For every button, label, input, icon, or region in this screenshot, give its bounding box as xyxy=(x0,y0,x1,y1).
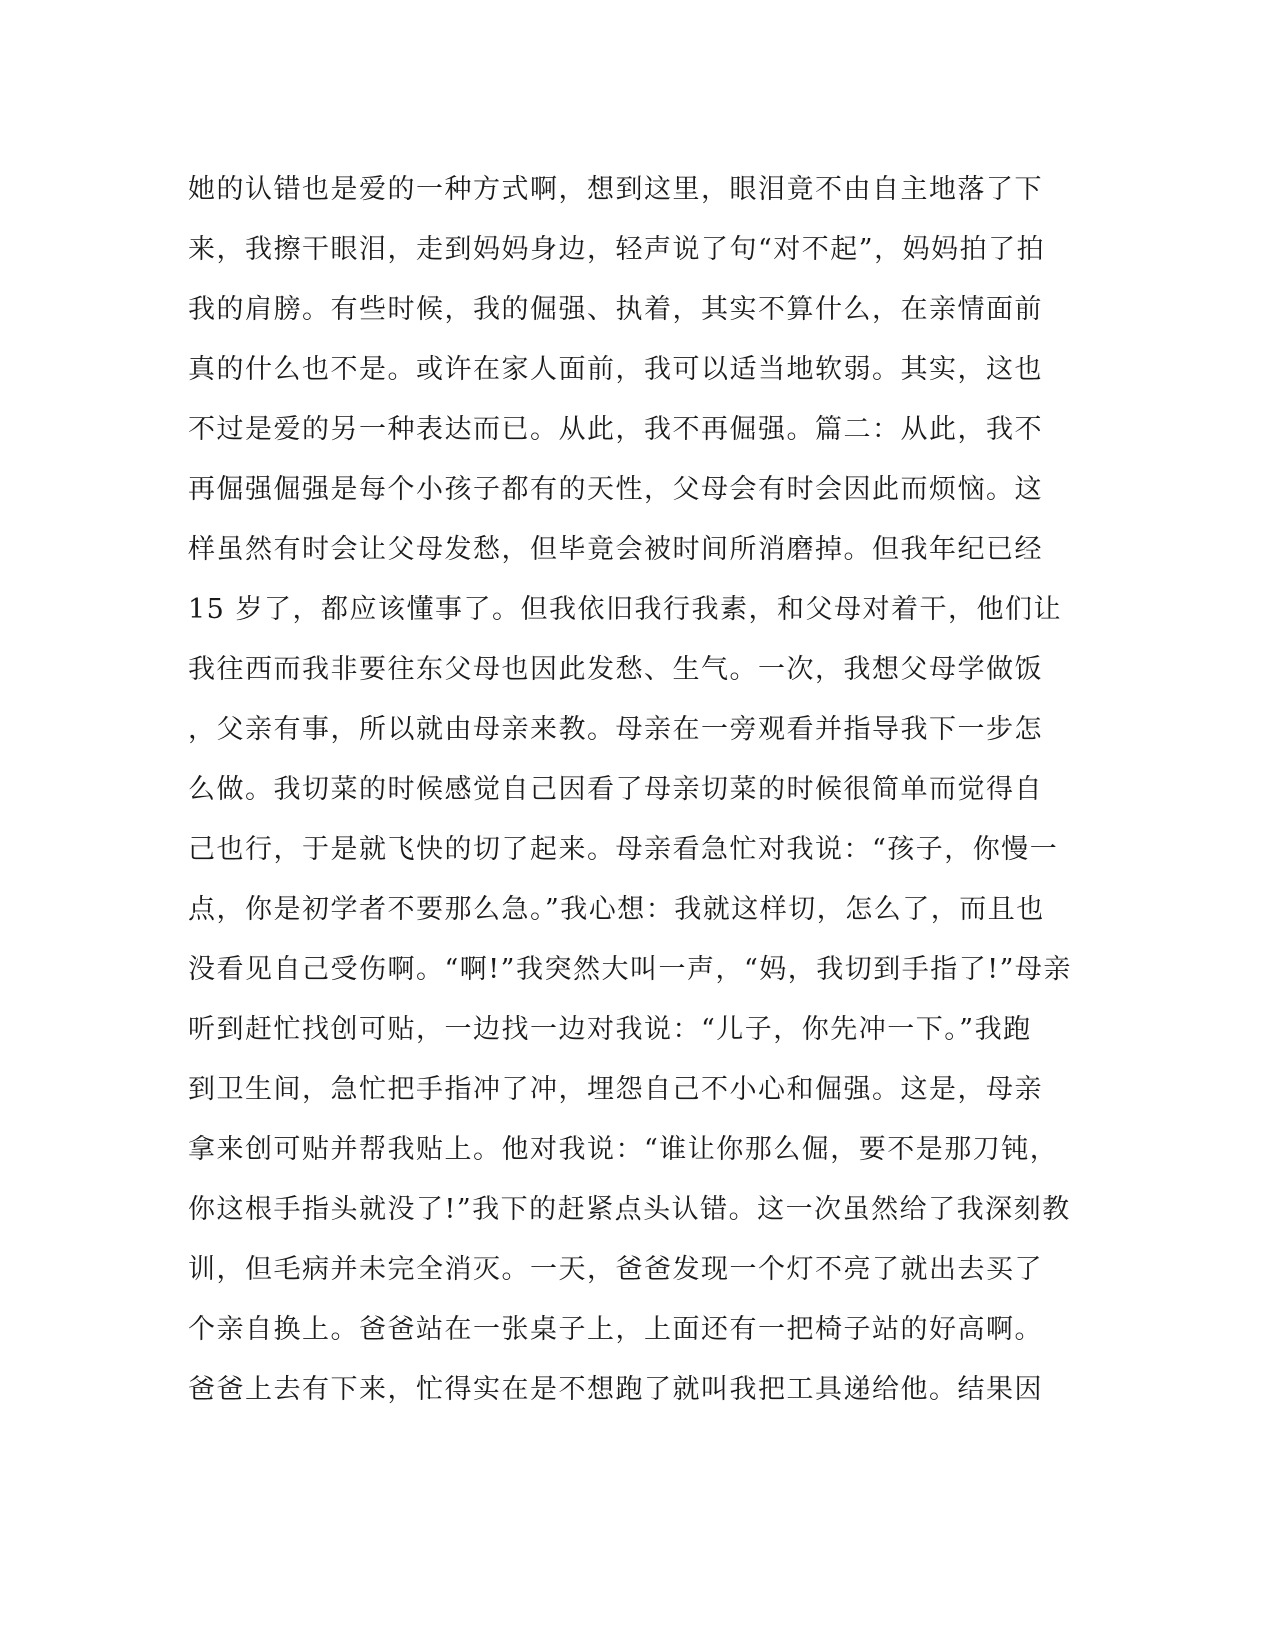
text-line: 到卫生间，急忙把手指冲了冲，埋怨自己不小心和倔强。这是，母亲 xyxy=(188,1074,1043,1105)
text-line: 没看见自己受伤啊。“啊!”我突然大叫一声，“妈，我切到手指了!”母亲 xyxy=(188,954,1072,985)
text-line: 拿来创可贴并帮我贴上。他对我说：“谁让你那么倔，要不是那刀钝， xyxy=(188,1134,1059,1165)
text-line: ，父亲有事，所以就由母亲来教。母亲在一旁观看并指导我下一步怎 xyxy=(188,714,1043,745)
text-line: 己也行，于是就飞快的切了起来。母亲看急忙对我说：“孩子，你慢一 xyxy=(188,834,1059,865)
text-line: 来，我擦干眼泪，走到妈妈身边，轻声说了句“对不起”，妈妈拍了拍 xyxy=(188,234,1046,265)
text-line: 15 岁了，都应该懂事了。但我依旧我行我素，和父母对着干，他们让 xyxy=(188,594,1062,625)
text-line: 再倔强倔强是每个小孩子都有的天性，父母会有时会因此而烦恼。这 xyxy=(188,474,1043,505)
text-line: 我往西而我非要往东父母也因此发愁、生气。一次，我想父母学做饭 xyxy=(188,654,1043,685)
text-line: 样虽然有时会让父母发愁，但毕竟会被时间所消磨掉。但我年纪已经 xyxy=(188,534,1043,565)
text-line: 不过是爱的另一种表达而已。从此，我不再倔强。篇二：从此，我不 xyxy=(188,414,1043,445)
text-line: 爸爸上去有下来，忙得实在是不想跑了就叫我把工具递给他。结果因 xyxy=(188,1374,1043,1405)
text-line: 训，但毛病并未完全消灭。一天，爸爸发现一个灯不亮了就出去买了 xyxy=(188,1254,1043,1285)
text-line: 么做。我切菜的时候感觉自己因看了母亲切菜的时候很简单而觉得自 xyxy=(188,774,1043,805)
text-line: 你这根手指头就没了!”我下的赶紧点头认错。这一次虽然给了我深刻教 xyxy=(188,1194,1071,1225)
body-text xyxy=(188,160,1088,1420)
text-line: 听到赶忙找创可贴，一边找一边对我说：“儿子，你先冲一下。”我跑 xyxy=(188,1014,1032,1045)
text-line: 个亲自换上。爸爸站在一张桌子上，上面还有一把椅子站的好高啊。 xyxy=(188,1314,1043,1345)
text-line: 真的什么也不是。或许在家人面前，我可以适当地软弱。其实，这也 xyxy=(188,354,1043,385)
text-line: 点，你是初学者不要那么急。”我心想：我就这样切，怎么了，而且也 xyxy=(188,894,1045,925)
text-line: 我的肩膀。有些时候，我的倔强、执着，其实不算什么，在亲情面前 xyxy=(188,294,1043,325)
text-line: 她的认错也是爱的一种方式啊，想到这里，眼泪竟不由自主地落了下 xyxy=(188,174,1043,205)
